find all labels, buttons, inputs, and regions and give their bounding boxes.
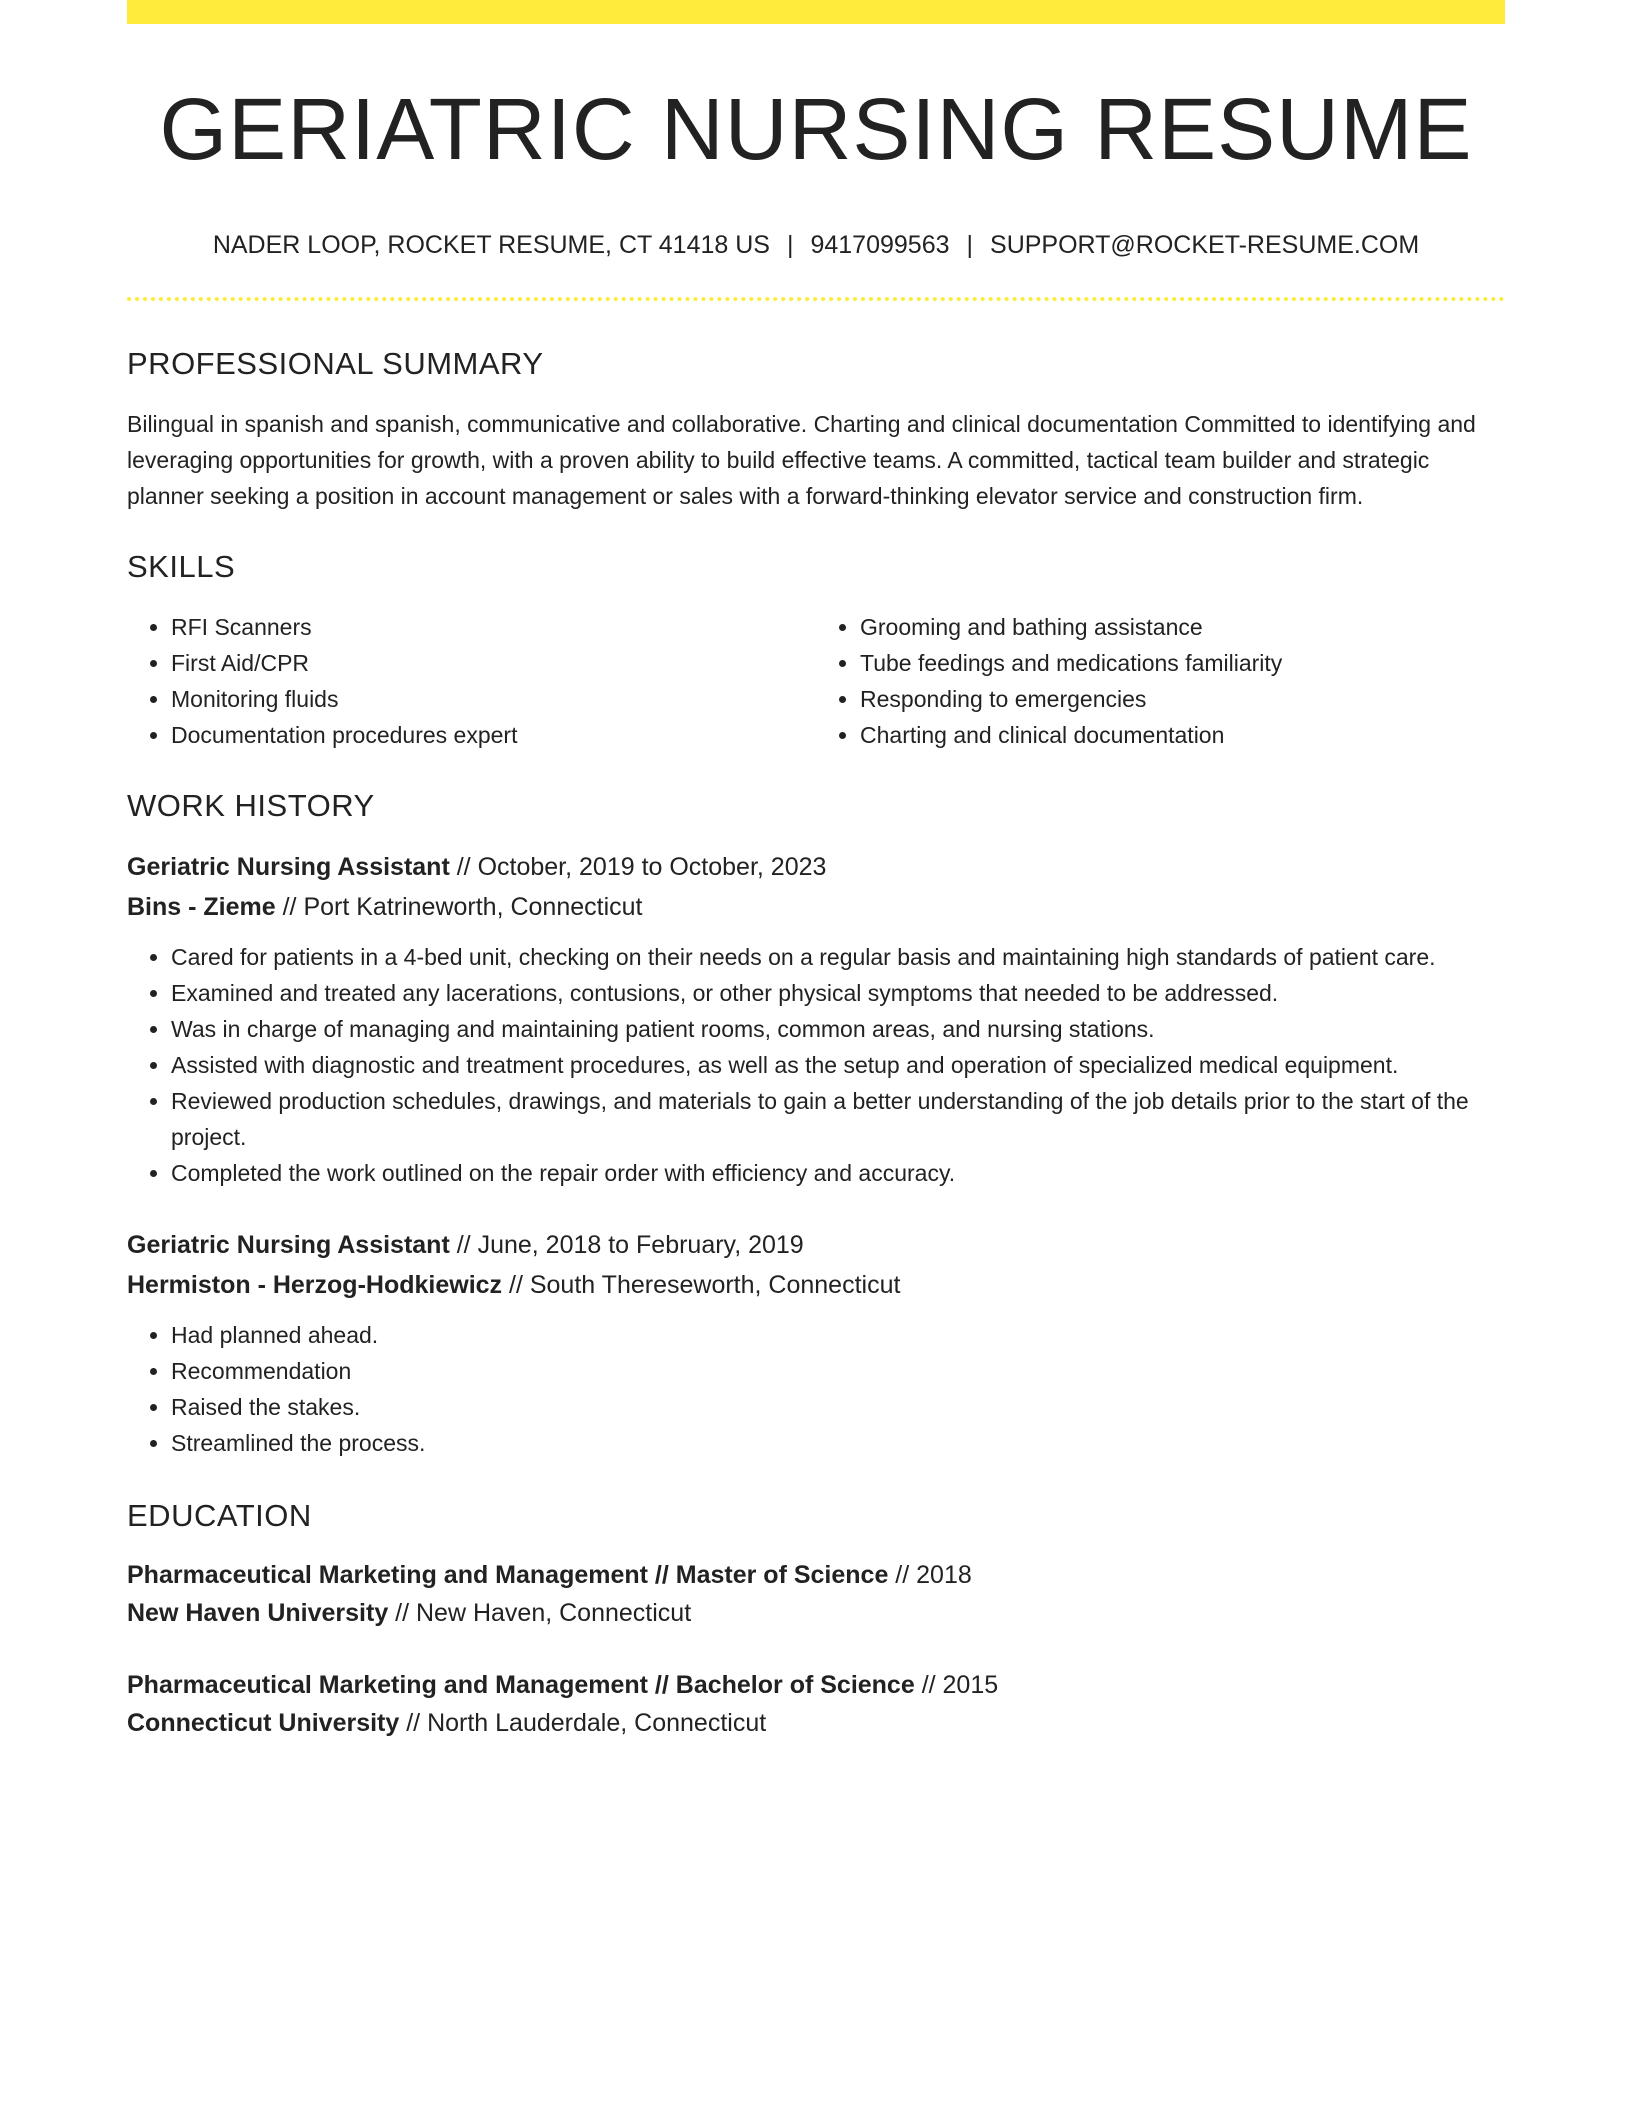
contact-email: SUPPORT@ROCKET-RESUME.COM — [990, 231, 1420, 260]
job-bullet: • Was in charge of managing and maintaining patient rooms, common areas, and nursing stations. — [171, 1011, 1505, 1047]
job-company: Hermiston - Herzog-Hodkiewicz — [127, 1270, 503, 1299]
education-year: // 2015 — [914, 1670, 999, 1699]
education-location: // North Lauderdale, Connecticut — [399, 1708, 767, 1737]
skills-column-right — [816, 609, 1505, 753]
education-entry — [127, 1666, 1505, 1742]
education-degree-line — [127, 1666, 1505, 1704]
job-bullets — [127, 939, 1505, 1191]
job-dates: // October, 2019 to October, 2023 — [449, 852, 827, 881]
job-location: // Port Katrineworth, Connecticut — [275, 892, 643, 921]
job-bullet: • Examined and treated any lacerations, contusions, or other physical symptoms that needed to be addressed. — [171, 975, 1505, 1011]
summary-text: Bilingual in spanish and spanish, communicative and collaborative. Charting and clinical documentation Committed to identifying and leveraging opportunities for growth, with a proven ability to build effective teams. A committed, tactical team builder and strategic planner seeking a position in account management or sales with a forward-thinking elevator service and construction firm. — [127, 411, 1476, 510]
education-degree-line — [127, 1556, 1505, 1594]
education-school: Connecticut University — [127, 1708, 400, 1737]
education-year: // 2018 — [888, 1560, 972, 1589]
skill-item: • Documentation procedures expert — [171, 717, 816, 753]
section-title-summary: PROFESSIONAL SUMMARY — [127, 346, 544, 382]
job-role-line — [127, 847, 1505, 887]
skills-list — [127, 609, 1505, 753]
education-school-line — [127, 1594, 1505, 1632]
job-bullet: • Recommendation — [171, 1353, 1505, 1389]
resume-page — [127, 0, 1505, 1742]
job-company-line — [127, 887, 1505, 927]
contact-phone: 9417099563 — [810, 231, 950, 260]
education-degree: Pharmaceutical Marketing and Management // Master of Science — [127, 1560, 889, 1589]
contact-address: NADER LOOP, ROCKET RESUME, CT 41418 US — [212, 231, 770, 260]
section-title-work: WORK HISTORY — [127, 788, 375, 824]
job-bullet: • Had planned ahead. — [171, 1317, 1505, 1353]
job-entry — [127, 847, 1505, 1191]
skill-item: • First Aid/CPR — [171, 645, 816, 681]
skill-item: • Monitoring fluids — [171, 681, 816, 717]
contact-separator: | — [786, 231, 794, 260]
skill-item: • Responding to emergencies — [860, 681, 1505, 717]
top-accent-bar — [127, 0, 1505, 24]
job-bullet: • Reviewed production schedules, drawings, and materials to gain a better understanding of the job details prior to the start of the project. — [171, 1083, 1505, 1155]
job-role: Geriatric Nursing Assistant — [127, 1230, 450, 1259]
job-bullet: • Cared for patients in a 4-bed unit, checking on their needs on a regular basis and maintaining high standards of patient care. — [171, 939, 1505, 975]
job-company: Bins - Zieme — [127, 892, 276, 921]
job-bullet: • Completed the work outlined on the repair order with efficiency and accuracy. — [171, 1155, 1505, 1191]
education-school-line — [127, 1704, 1505, 1742]
job-dates: // June, 2018 to February, 2019 — [449, 1230, 804, 1259]
job-bullet: • Raised the stakes. — [171, 1389, 1505, 1425]
section-title-skills: SKILLS — [127, 549, 236, 585]
job-role: Geriatric Nursing Assistant — [127, 852, 450, 881]
education-entry — [127, 1556, 1505, 1632]
resume-title: GERIATRIC NURSING RESUME — [159, 81, 1473, 178]
job-bullet: • Assisted with diagnostic and treatment procedures, as well as the setup and operation of specialized medical equipment. — [171, 1047, 1505, 1083]
job-bullets — [127, 1317, 1505, 1461]
job-location: // South Thereseworth, Connecticut — [502, 1270, 901, 1299]
education-school: New Haven University — [127, 1598, 389, 1627]
contact-separator: | — [966, 231, 974, 260]
skill-item: • Charting and clinical documentation — [860, 717, 1505, 753]
section-title-education: EDUCATION — [127, 1497, 312, 1533]
skill-item: • Tube feedings and medications familiarity — [860, 645, 1505, 681]
education-location: // New Haven, Connecticut — [388, 1598, 692, 1627]
skill-item: • Grooming and bathing assistance — [860, 609, 1505, 645]
job-company-line — [127, 1265, 1505, 1305]
education-degree: Pharmaceutical Marketing and Management // Bachelor of Science — [127, 1670, 915, 1699]
job-role-line — [127, 1225, 1505, 1265]
job-entry — [127, 1225, 1505, 1461]
job-bullet: • Streamlined the process. — [171, 1425, 1505, 1461]
dotted-divider — [127, 297, 1505, 301]
skill-item: • RFI Scanners — [171, 609, 816, 645]
contact-line — [127, 230, 1505, 260]
skills-column-left — [127, 609, 816, 753]
